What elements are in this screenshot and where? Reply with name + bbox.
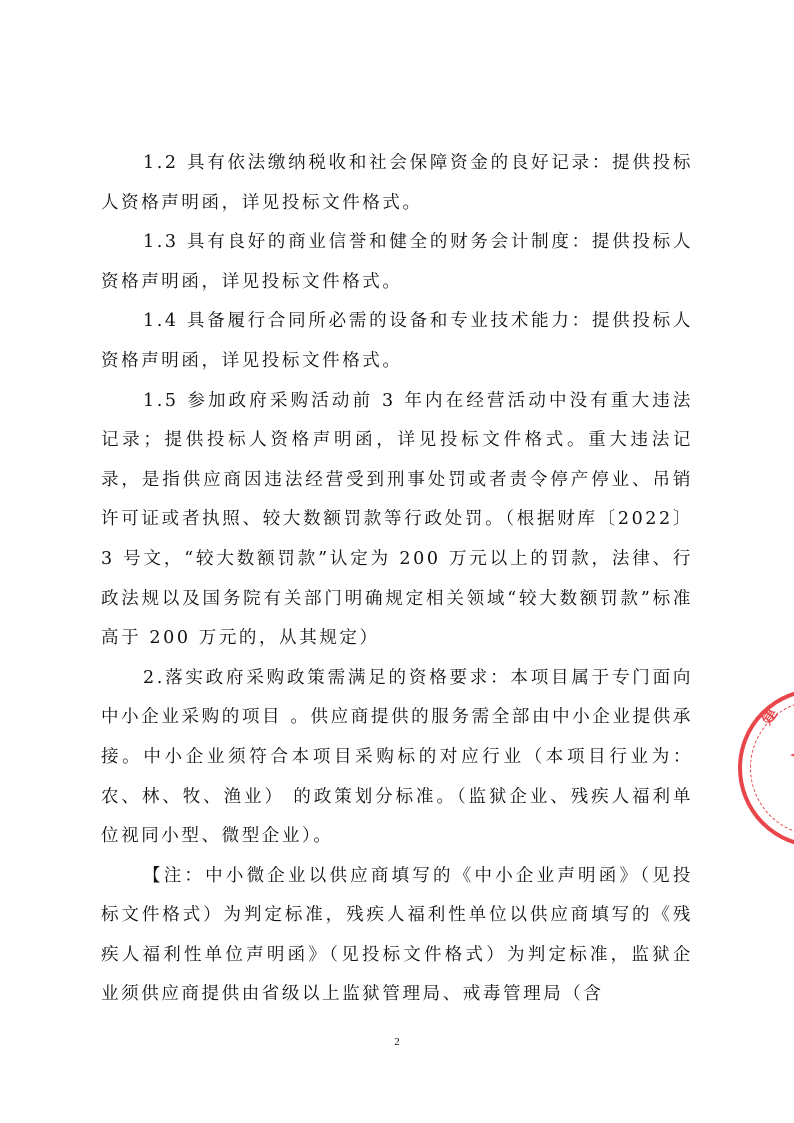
seal-star-icon — [790, 747, 794, 763]
paragraph-1-5: 1.5 参加政府采购活动前 3 年内在经营活动中没有重大违法记录；提供投标人资格声明函，详见投标文件格式。重大违法记录，是指供应商因违法经营受到刑事处罚或者责令停产停业、吊销许可证或者执照、较大数额罚款等行政处罚。（根据财库〔2022〕3 号文，“较大数额罚款”认定为 200 万元以上的罚款，法律、行政法规以及国务院有关部门明确规定相关领域“较大数额罚款”标准高于 200 万元的，从其规定） — [101, 390, 693, 649]
official-seal-stamp — [738, 688, 794, 848]
paragraph-1-2: 1.2 具有依法缴纳税收和社会保障资金的良好记录：提供投标人资格声明函，详见投标文件格式。 — [101, 153, 693, 213]
page-number: 2 — [394, 1036, 400, 1048]
paragraph-note: 【注：中小微企业以供应商填写的《中小企业声明函》（见投标文件格式）为判定标准，残疾人福利性单位以供应商填写的《残疾人福利性单位声明函》（见投标文件格式）为判定标准，监狱企业须供应商提供由省级以上监狱管理局、戒毒管理局（含 — [101, 865, 693, 1005]
paragraph-2: 2.落实政府采购政策需满足的资格要求：本项目属于专门面向中小企业采购的项目 。供应商提供的服务需全部由中小企业提供承接。中小企业须符合本项目采购标的对应行业（本项目行业为：农、林、牧、渔业） 的政策划分标准。（监狱企业、残疾人福利单位视同小型、微型企业）。 — [101, 667, 693, 847]
seal-text: 建 — [756, 704, 782, 729]
paragraph-1-4: 1.4 具备履行合同所必需的设备和专业技术能力：提供投标人资格声明函，详见投标文件格式。 — [101, 311, 693, 371]
paragraph-1-3: 1.3 具有良好的商业信誉和健全的财务会计制度：提供投标人资格声明函，详见投标文件格式。 — [101, 232, 693, 292]
document-body — [101, 144, 693, 1015]
